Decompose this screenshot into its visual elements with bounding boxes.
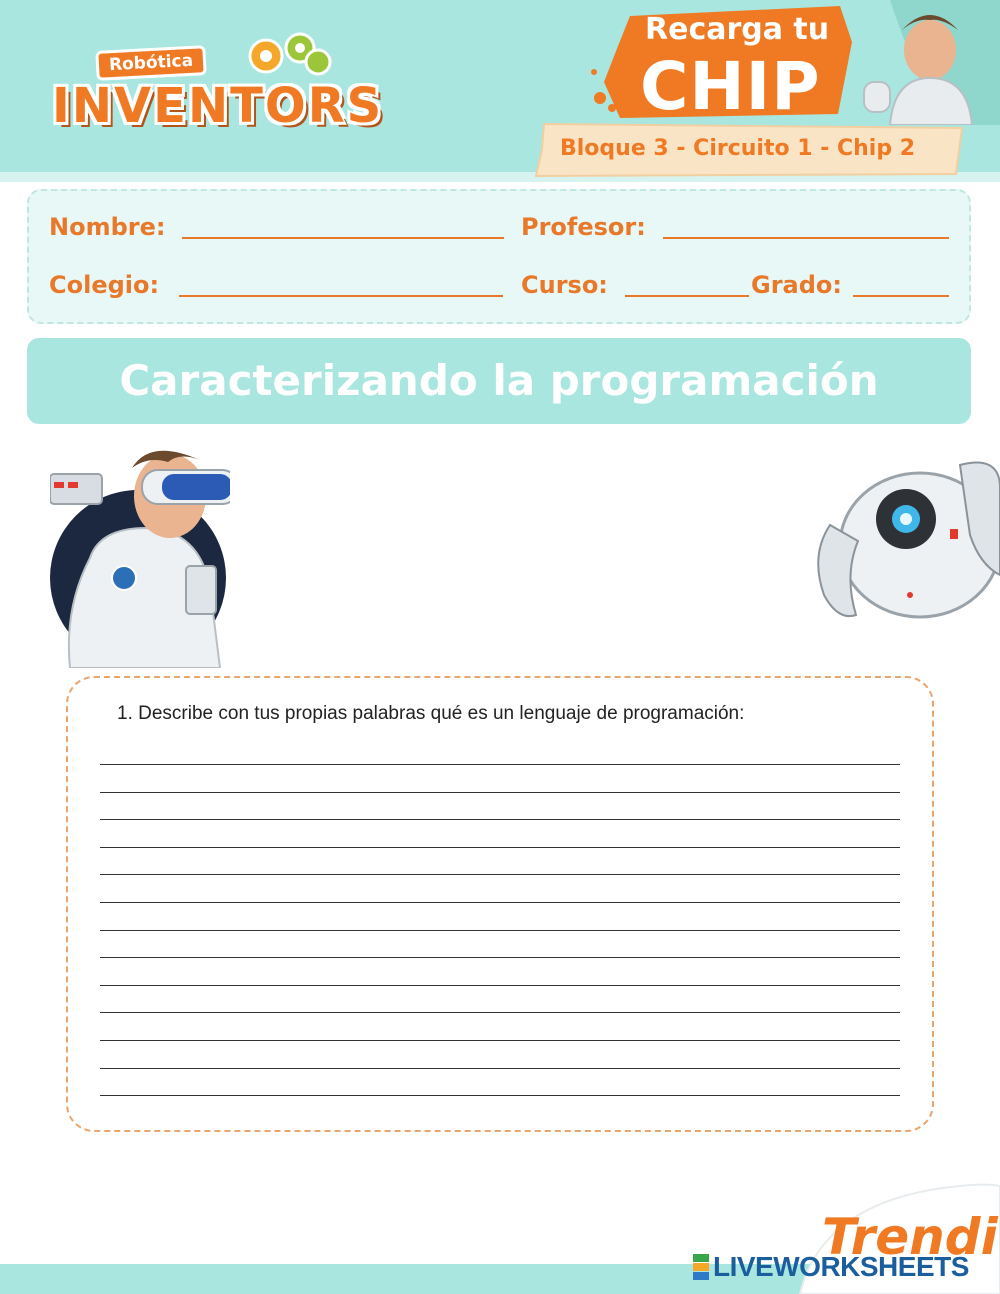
- answer-line[interactable]: [100, 930, 900, 931]
- answer-line[interactable]: [100, 847, 900, 848]
- logo-subtitle: Robótica: [95, 45, 207, 81]
- student-info-form: [27, 189, 971, 324]
- curso-field[interactable]: [625, 295, 749, 297]
- vr-astronaut-image: [50, 438, 230, 668]
- question-1-text: 1. Describe con tus propias palabras qué es un lenguaje de programación:: [117, 703, 745, 724]
- logo-title: INVENTORS: [52, 78, 384, 134]
- answer-line[interactable]: [100, 902, 900, 903]
- answer-line[interactable]: [100, 792, 900, 793]
- liveworksheets-icon: [693, 1254, 709, 1280]
- colegio-field[interactable]: [179, 295, 503, 297]
- profesor-field[interactable]: [663, 237, 949, 239]
- curso-label: Curso:: [521, 271, 608, 299]
- answer-line[interactable]: [100, 1068, 900, 1069]
- profesor-label: Profesor:: [521, 213, 646, 241]
- page-title: Caracterizando la programación: [119, 356, 879, 405]
- answer-line[interactable]: [100, 874, 900, 875]
- nombre-field[interactable]: [182, 237, 504, 239]
- question-box: [66, 676, 934, 1132]
- answer-line[interactable]: [100, 1040, 900, 1041]
- nombre-label: Nombre:: [49, 213, 166, 241]
- grado-label: Grado:: [751, 271, 842, 299]
- answer-line[interactable]: [100, 1095, 900, 1096]
- trendi-logo: Trendi: [822, 1208, 998, 1266]
- answer-line[interactable]: [100, 985, 900, 986]
- answer-line[interactable]: [100, 957, 900, 958]
- liveworksheets-logo[interactable]: LIVEWORKSHEETS: [713, 1251, 969, 1282]
- answer-line[interactable]: [100, 819, 900, 820]
- colegio-label: Colegio:: [49, 271, 160, 299]
- chip-heading: CHIP: [640, 48, 821, 125]
- recarga-heading: Recarga tu: [645, 12, 830, 47]
- answer-line[interactable]: [100, 764, 900, 765]
- robot-image: [810, 445, 1000, 645]
- astronaut-mascot-image: [830, 0, 1000, 125]
- bloque-label: Bloque 3 - Circuito 1 - Chip 2: [560, 136, 916, 161]
- grado-field[interactable]: [853, 295, 949, 297]
- answer-line[interactable]: [100, 1012, 900, 1013]
